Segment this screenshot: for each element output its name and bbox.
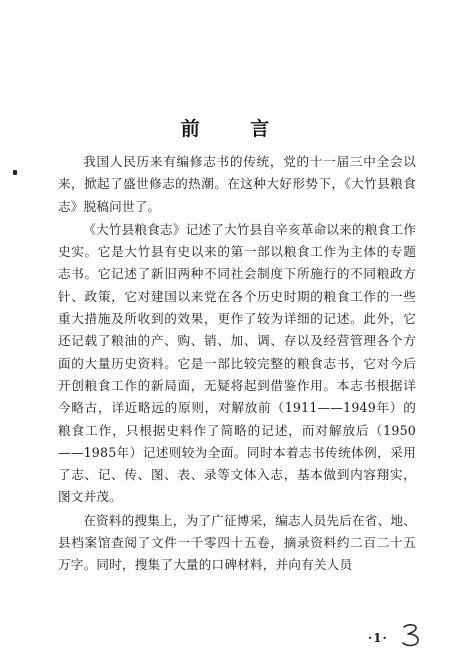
page-number: ·1· xyxy=(368,631,388,645)
paragraph-3: 在资料的搜集上，为了广征博采，编志人员先后在省、地、县档案馆查阅了文件一千零四十五卷，摘录资料约二百二十五万字。同时，搜集了大量的口碑材料，并向有关人员 xyxy=(58,512,416,573)
body-text xyxy=(58,151,416,577)
paragraph-2: 《大竹县粮食志》记述了大竹县自辛亥革命以来的粮食工作史实。它是大竹县有史以来的第一部以粮食工作为主体的专题志书。它记述了新旧两种不同社会制度下所施行的不同粮政方针、政策，它对建国以来党在各个历史时期的粮食工作的一些重大措施及所收到的效果，更作了较为详细的记述。此外，它还记载了粮油的产、购、销、加、调、存以及经营管理各个方面的大量历史资料。它是一部比较完整的粮食志书，它对今后开创粮食工作的新局面，无疑将起到借鉴作用。本志书根据详今略古，详近略远的原则，对解放前（1911——1949年）的粮食工作，只根据史料作了简略的记述，而对解放后（1950——1985年）记述则较为全面。同时本着志书传统体例，采用了志、记、传、图、表、录等文体入志，基本做到内容翔实，图文并茂。 xyxy=(58,221,416,505)
page-title: 前 言 xyxy=(180,118,292,140)
paragraph-1: 我国人民历来有编修志书的传统，党的十一届三中全会以来，掀起了盛世修志的热潮。在这种大好形势下，《大竹县粮食志》脱稿问世了。 xyxy=(58,154,416,214)
handwritten-page-note xyxy=(399,622,423,648)
margin-ink-mark xyxy=(13,170,17,175)
